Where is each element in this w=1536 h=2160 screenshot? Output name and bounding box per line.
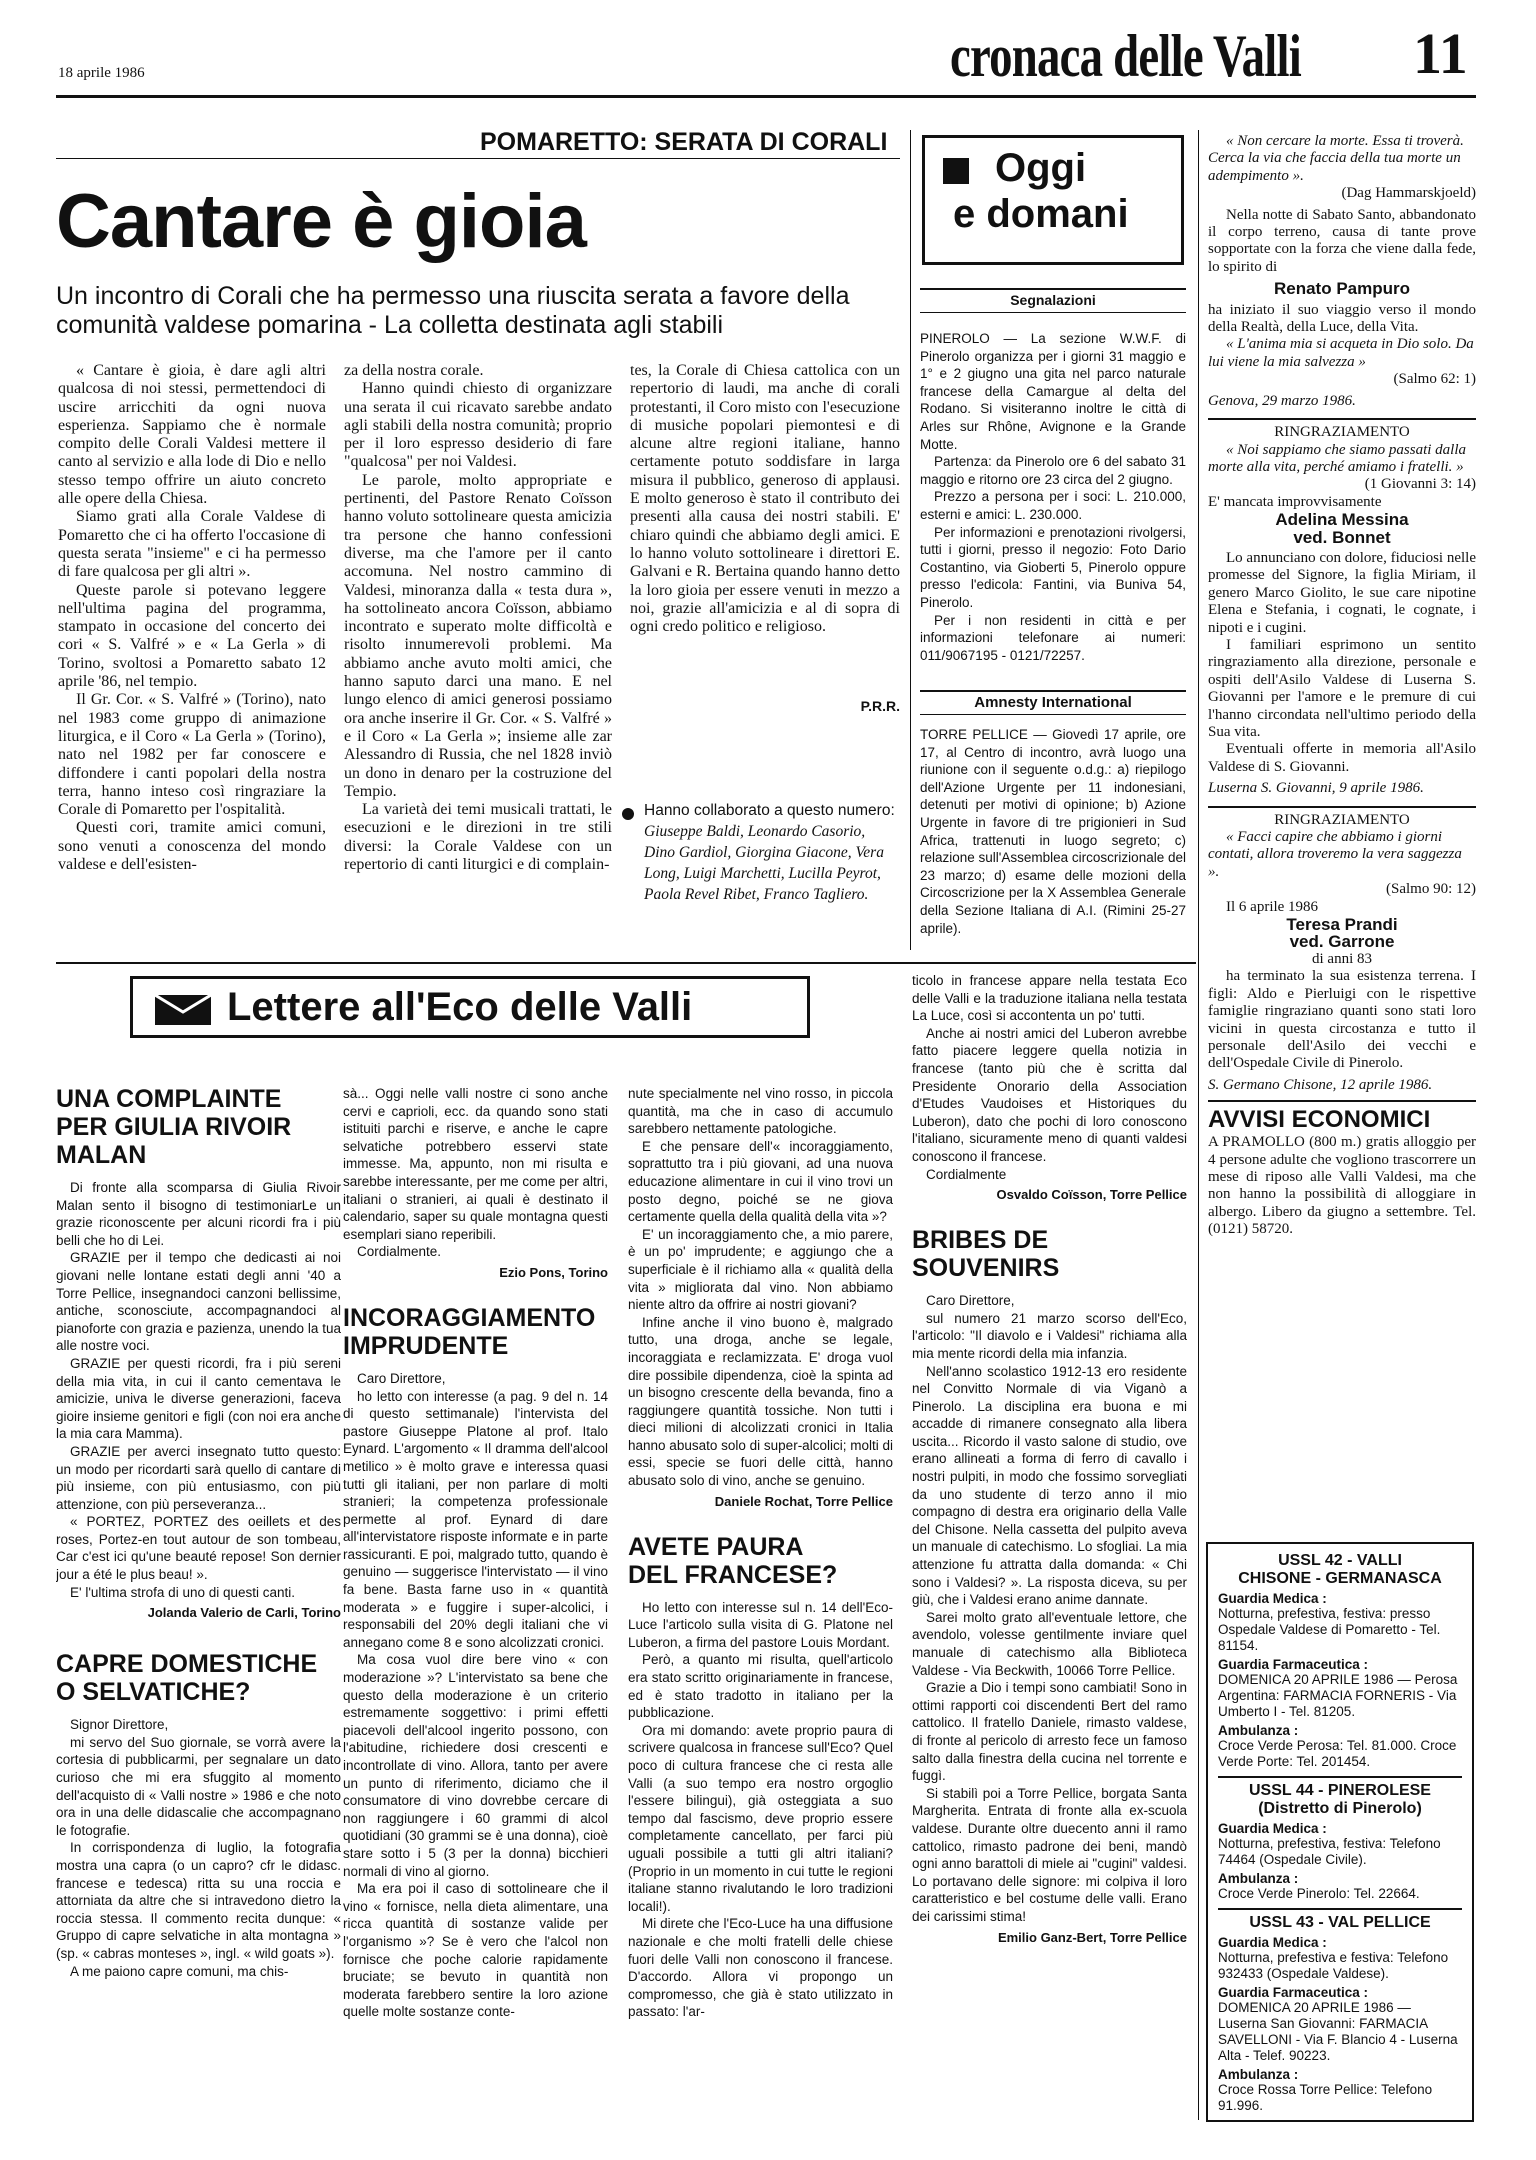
letter-signature: Daniele Rochat, Torre Pellice (714, 1493, 893, 1509)
amnesty-label: Amnesty International (974, 694, 1132, 711)
ussl-block-text: Croce Verde Pinerolo: Tel. 22664. (1218, 1886, 1420, 1901)
notice-para: Partenza: da Pinerolo ore 6 del sabato 31 maggio e ritorno ore 23 circa del 2 giugno. (920, 454, 1186, 487)
ring-title: RINGRAZIAMENTO (1274, 811, 1410, 828)
page-number: 11 (1413, 21, 1468, 86)
ring-body: Lo annunciano con dolore, fiduciosi nelle promesse del Signore, la figlia Miriam, il genero Marco Giolito, le sue care nipotine Elena e Stefania, i cognati, le cognate, i nipoti e i cugini. (1208, 549, 1476, 636)
lead-para: Queste parole si potevano leggere nell'ultima pagina del programma, stampato in occasione del concerto dei cori « S. Valfré » e « La Gerla » di Torino, svoltosi a Pomaretto sabato 12 aprile '86, nel tempio. (58, 581, 326, 691)
obit-quote-source: (Salmo 62: 1) (1393, 371, 1476, 388)
letter-signature: Ezio Pons, Torino (499, 1264, 608, 1280)
avvisi-body: A PRAMOLLO (800 m.) gratis alloggio per 4 persone adulte che vogliono trascorrere un mese di riposo alle Valli Valdesi, ma che non hanno la possibilità di alloggiare in albergo. Libero da giugno a settembre. Tel. (0121) 58720. (1208, 1134, 1476, 1238)
lead-para: Questi cori, tramite amici comuni, sono venuti a conoscenza del mondo valdese e dell'esisten- (58, 819, 326, 874)
letter-para: E' l'ultima strofa di uno di questi canti. (70, 1584, 296, 1600)
collaborators (644, 800, 900, 905)
letter-title: BRIBES DE SOUVENIRS (912, 1226, 1060, 1283)
envelope-icon (155, 995, 211, 1025)
letter-para: Ma era poi il caso di sottolineare che il vino « fornisce, nella dieta alimentare, una ricca quantità di sostanze valide per l'organismo »? Se è vero che l'alcol non fornisce che poche calorie rapidamente bruciate; se bevuto in quantità non moderata farebbero sentire la loro azione quelle molte sostanze conte- (343, 1881, 608, 2020)
letter-para: Sarei molto grato all'eventuale lettore, che avendolo, volesse gentilmente inviare quel manuale di catechismo alla Biblioteca Valdese - Via Beckwith, 10066 Torre Pellice. (912, 1609, 1187, 1678)
ussl-box (1206, 1542, 1474, 2122)
letter-title: CAPRE DOMESTICHE O SELVATICHE? (56, 1650, 318, 1707)
notice-para: PINEROLO — La sezione W.W.F. di Pinerolo organizza per i giorni 31 maggio e 1° e 2 giugno una gita nel parco naturale francese della Camargue al delta del Rodano. Si visiteranno inoltre le città di Arles sur Rhône, Avignone e la Grande Motte. (920, 331, 1186, 452)
letter-para: Cordialmente. (357, 1244, 442, 1260)
ring-quote-source: (1 Giovanni 3: 14) (1364, 476, 1476, 493)
notice-para: Prezzo a persona per i soci: L. 210.000, esterni e amici: L. 230.000. (920, 489, 1186, 522)
obit-text: Nella notte di Sabato Santo, abbandonato il corpo terreno, causa di tante prove sopportate con la forza che viene dalla fede, lo spirito di (1208, 206, 1476, 275)
letter-para: Infine anche il vino buono è, malgrado tutto, una droga, anche se legale, incoraggiata e reclamizzata. E' droga vuol dire possibile dipendenza, cioè la spinta ad un bisogno crescente della bevanda, fino a raggiungere quantità tossiche. Non tutti i dieci milioni di alcolizzati cronici in Italia hanno abusato solo di super-alcolici; molti di essi, specie se fuori delle città, hanno abusato solo di vino, anche se genuino. (628, 1314, 893, 1489)
oggi-title-1: Oggi (995, 146, 1087, 190)
ring-name: Teresa Prandi (1286, 915, 1398, 935)
ring-quote: « Facci capire che abbiamo i giorni contati, allora troveremo la vera saggezza ». (1208, 829, 1462, 880)
letter-para: ticolo in francese appare nella testata Eco delle Valli e la traduzione italiana nella testata La Luce, così si accontenta un po' tutti. (912, 973, 1187, 1024)
letter-para: ho letto con interesse (a pag. 9 del n. 14 di questo settimanale) l'intervista del pastore Giuseppe Platone al prof. Italo Eynard. L'argomento « Il dramma dell'alcool metilico » è molto grave e interessa quasi tutti gli italiani, per non parlare di molti stranieri; la competenza professionale permette al prof. Eynard di dare all'intervistatore risposte informate e in parte rassicuranti. E poi, malgrado tutto, quando è genuino — suggerisce l'intervistato — il vino fa bene. Basta farne uso in « quantità moderata » e fuggire i super-alcolici, i responsabili del 20% degli italiani che vi annegano come 8 e sono alcolizzati cronici. (343, 1388, 608, 1650)
header-rule (56, 95, 1476, 98)
divider (1208, 1100, 1476, 1102)
oggi-title-2: e domani (953, 192, 1129, 236)
lead-signature: P.R.R. (860, 698, 900, 714)
masthead: cronaca delle Valli (950, 23, 1301, 89)
letter-para: Nell'anno scolastico 1912-13 ero residente nel Convitto Normale di via Viganò a Pinerolo. La disciplina era buona e mi accadde di rimanere consegnato alla libera uscita... Ricordo il vasto salone di studio, ove erano allineati a forma di ferro di cavallo i nostri pulpiti, in modo che fossimo sorvegliati da uno studente di terzo anno il mio compagno di destra era originario della Valle del Chisone. Nella cassetta del pulpito aveva un manuale di catechismo. Lo sfogliai. La mia attenzione fu attratta dalla domanda: « Chi sono i Valdesi? ». La risposta diceva, su per giù, che i Valdesi erano anime dannate. (912, 1363, 1187, 1608)
ring-name: Adelina Messina (1275, 510, 1409, 530)
letter-signature: Osvaldo Coïsson, Torre Pellice (996, 1187, 1187, 1203)
ussl-title: USSL 42 - VALLI (1278, 1552, 1402, 1569)
lead-col-2 (344, 362, 612, 952)
ussl-subtitle: CHISONE - GERMANASCA (1238, 1570, 1442, 1587)
letter-signature: Jolanda Valerio de Carli, Torino (147, 1605, 341, 1621)
notice-para: Per informazioni e prenotazioni rivolgersi, tutti i giorni, presso il negozio: Foto Dario Costantino, via Gioberti 5, Pinerolo oppure presso l'edicola: Fantini, via Buniva 54, Pinerolo. (920, 524, 1186, 610)
lead-col-3 (630, 362, 900, 692)
letter-para: mi servo del Suo giornale, se vorrà avere la cortesia di pubblicarmi, per segnalare un dato curioso che mi era sfuggito al momento dell'acquisto di « Valli nostre » 1986 e che noto ora in una delle didascalie che accompagnano le fotografie. (56, 1734, 341, 1838)
letter-para: Si stabilì poi a Torre Pellice, borgata Santa Margherita. Entrata di fronte alla ex-scuola valdese. Durante oltre duecento anni il ramo cattolico, rimasto padrone dei beni, mandò ogni anno barattoli di miele ai "cugini" valdesi. Lo portavano delle signore: mi colpiva il loro caratteristico e bel costume delle valli. Erano dei carissimi stima! (912, 1785, 1187, 1924)
quote-source: (Dag Hammarskjoeld) (1341, 185, 1476, 202)
collab-names: Giuseppe Baldi, Leonardo Casorio, Dino Gardiol, Giorgina Giacone, Vera Long, Luigi Marchetti, Lucilla Peyrot, Paola Revel Ribet, Franco Tagliero. (644, 823, 884, 903)
segnalazioni-label: Segnalazioni (1010, 292, 1096, 308)
lettere-title: Lettere all'Eco delle Valli (227, 985, 693, 1029)
avvisi-title: AVVISI ECONOMICI (1208, 1106, 1431, 1134)
ussl-block-heading: Guardia Farmaceutica : (1218, 1985, 1369, 2000)
collab-intro: Hanno collaborato a questo numero: (644, 802, 895, 819)
letter-para: A me paiono capre comuni, ma chis- (70, 1963, 289, 1979)
obit-text: ha iniziato il suo viaggio verso il mondo della Realtà, della Luce, della Vita. (1208, 301, 1476, 336)
obit-place: Genova, 29 marzo 1986. (1208, 392, 1356, 409)
letter-para: Grazie a Dio i tempi sono cambiati! Sono in ottimi rapporti coi discendenti Bert del ramo cattolico. Il fratello Daniele, rimasto valdese, di fronte al pericolo di arresto fece un famoso salto dalla finestra della cucina nel torrente e fuggì. (912, 1680, 1187, 1784)
ring-intro: E' mancata improvvisamente (1208, 493, 1382, 510)
lead-para: Il Gr. Cor. « S. Valfré » (Torino), nato nel 1983 come gruppo di animazione liturgica, e il Coro « La Gerla » (Torino), nato nel 1982 per far conoscere e diffondere i canti popolari della nostra terra, hanno inteso così ringraziare la Corale di Pomaretto per l'ospitalità. (58, 691, 326, 819)
ring-name: ved. Garrone (1289, 932, 1395, 952)
notice-para: TORRE PELLICE — Giovedì 17 aprile, ore 17, al Centro di incontro, avrà luogo una riunione con il seguente o.d.g.: a) riepilogo dell'Azione Urgente per 11 indonesiani, detenuti per motivi di opinione; b) Azione Urgente in favore di tre prigionieri in Sud Africa, trattenuti in luogo segreto; c) relazione sull'Assemblea circoscrizionale del 23 marzo; d) esame delle mozioni della Circoscrizione per la X Assemblea Generale della Sezione Italiana di A.I. (Rimini 25-27 aprile). (920, 727, 1186, 936)
ring-body: Eventuali offerte in memoria all'Asilo Valdese di S. Giovanni. (1208, 741, 1476, 775)
amnesty-notice (920, 726, 1186, 952)
ring-place: Luserna S. Giovanni, 9 aprile 1986. (1208, 780, 1424, 797)
letter-para: sà... Oggi nelle valli nostre ci sono anche cervi e caprioli, ecc. da quando sono stati istituiti parchi e riserve, e anche le capre selvatiche potrebbero esservi state immesse. Ma, appunto, non mi risulta e sarebbe interessante, per me come per altri, italiani o stranieri, ai quali è destinato il calendario, saper su quale montagna questi esemplari siano reperibili. (343, 1086, 608, 1242)
letter-title: AVETE PAURA DEL FRANCESE? (628, 1532, 838, 1589)
letter-para: Ora mi domando: avete proprio paura di scrivere qualcosa in francese sull'Eco? Quel poco di cultura francese che ci resta alle Valli (a suo tempo era nostro orgoglio l'essere bilingui), già osteggiata a suo tempo dal fascismo, deve proprio essere completamente cancellato, per farci più uguali possibile a tutti gli altri italiani? (Proprio in un momento in cui tutte le regioni italiane stanno rivalutando le loro tradizioni locali!). (628, 1722, 893, 1914)
ring-place: S. Germano Chisone, 12 aprile 1986. (1208, 1076, 1433, 1093)
notice-para: Per i non residenti in città e per informazioni telefonare ai numeri: 011/9067195 - 0121/72257. (920, 612, 1186, 663)
lead-para: tes, la Corale di Chiesa cattolica con un repertorio di laudi, ma anche di corali protestanti, il Coro misto con l'esecuzione di musiche popolari piemontesi e di alcune altre regioni italiane, hanno certamente potuto soddisfare in larga misura il pubblico, generoso di applausi. E molto generoso è stato il contributo dei presenti alla causa dei nostri stabili. E' chiaro quindi che abbiamo degli amici. E lo hanno voluto sottolineare i direttori E. Galvani e R. Bertaina quando hanno detto la loro gioia per essere venuti in mezzo a noi, grazie all'amicizia e al di sopra di ogni credo politico e religioso. (630, 362, 900, 636)
ring-date: Il 6 aprile 1986 (1226, 898, 1319, 915)
letter-signature: Emilio Ganz-Bert, Torre Pellice (997, 1929, 1187, 1945)
ring-name: ved. Bonnet (1293, 527, 1391, 547)
ring-age: di anni 83 (1312, 950, 1372, 967)
letter-para: GRAZIE per averci insegnato tutto questo: un modo per ricordarti sarà quello di cantare di più insieme, con più entusiasmo, con più attenzione, con più perseveranza... (56, 1443, 341, 1512)
letter-para: Anche ai nostri amici del Luberon avrebbe fatto piacere leggere quella notizia in francese (tanto più che è scritta dal Presidente Onorario della Association d'Etudes Vaudoises et Historiques du Luberon), dato che pochi di loro conoscono l'italiano, sicuramente meno di quanti valdesi conoscono il francese. (912, 1025, 1187, 1164)
ussl-block-text: DOMENICA 20 APRILE 1986 — Luserna San Giovanni: FARMACIA SAVELLONI - Via F. Blancio 4 - Luserna Alta - Telef. 90223. (1218, 2000, 1458, 2063)
segn-rule-2 (920, 312, 1186, 313)
divider (1208, 418, 1476, 420)
letter-para: Ma cosa vuol dire bere vino « con moderazione »? L'intervistato sa bene che questo della moderazione è un criterio estremamente soggettivo: i primi effetti piacevoli dell'alcool ingerito possono, con l'abitudine, richiedere dosi crescenti e incontrollate di vino. Allora, tanto per avere un punto di riferimento, diciamo che il consumatore di vino dovrebbe cercare di non raggiungere i 60 grammi di alcol quotidiani (30 grammi se è una donna), cioè stare sotto i 5 (3 per la donna) bicchieri normali di vino al giorno. (343, 1652, 608, 1879)
page-date: 18 aprile 1986 (58, 65, 145, 81)
col-rule (910, 130, 911, 950)
ussl-title: USSL 43 - VAL PELLICE (1218, 1908, 1462, 1932)
kicker: POMARETTO: SERATA DI CORALI (480, 128, 888, 156)
ussl-block-text: Notturna, prefestiva, festiva: Telefono 74464 (Ospedale Civile). (1218, 1836, 1441, 1867)
letter-para: E che pensare dell'« incoraggiamento, soprattutto tra i più giovani, ad una nuova educazione alimentare in cui il vino trovi un posto degno, poiché se ne giova certamente quella della qualità della vita »? (628, 1138, 893, 1225)
lettere-col-4 (912, 972, 1187, 2152)
lettere-col-2 (343, 1085, 608, 2155)
letter-title: INCORAGGIAMENTO IMPRUDENTE (343, 1303, 596, 1360)
lead-para: « Cantare è gioia, è dare agli altri qualcosa di noi stessi, permettendoci di uscire arricchiti da ogni nuova esperienza. Sappiamo che è normale compito delle Corali Valdesi mettere il canto al servizio e alla lode di Dio e nello stesso tempo offrire un aiuto concreto alle opere della Chiesa. (58, 362, 326, 508)
letter-para: GRAZIE per il tempo che dedicasti ai noi giovani nelle lontane estati degli anni '40 a Torre Pellice, insegnandoci canzoni bellissime, antiche, sconosciute, accompagnandoci al pianoforte con grazia e pazienza, unendo la tua alle nostre voci. (56, 1250, 341, 1354)
ring-body: ha terminato la sua esistenza terrena. I figli: Aldo e Pierluigi con le rispettive famiglie ringraziano quanti sono stati loro vicini in questa circostanza e tutto il personale dell'Asilo dei vecchi e dell'Ospedale Civile di Pinerolo. (1208, 968, 1476, 1072)
lettere-col-3 (628, 1085, 893, 2155)
ussl-block-heading: Ambulanza : (1218, 1871, 1299, 1886)
ussl-subtitle: (Distretto di Pinerolo) (1258, 1800, 1422, 1817)
ring-quote-source: (Salmo 90: 12) (1386, 881, 1476, 898)
divider (1208, 806, 1476, 808)
section-rule (56, 962, 1196, 964)
obit-name: Renato Pampuro (1273, 279, 1411, 299)
amnesty-rule-2 (920, 714, 1186, 715)
lead-para: Siamo grati alla Corale Valdese di Pomaretto che ci ha offerto l'occasione di questa serata "insieme" e ci ha permesso di fare qualcosa per gli altri ». (58, 508, 326, 581)
lead-col-1 (58, 362, 326, 952)
ring-quote: « Noi sappiamo che siamo passati dalla morte alla vita, perché amiamo i fratelli. » (1208, 441, 1467, 475)
lead-para: La varietà dei temi musicali trattati, le esecuzioni e le direzioni in tre stili diversi: la Corale Valdese con un repertorio di canti liturgici e di complain- (344, 801, 612, 874)
lead-para: Le parole, molto appropriate e pertinenti, del Pastore Renato Coïsson hanno voluto sottolineare questa amicizia tra persone che hanno confessioni diverse, ma che l'amore per il canto accomuna. Nel nostro cammino di Valdesi, minoranza dalla « testa dura », ha sottolineato ancora Coïsson, abbiamo incontrato e superato molte difficoltà e risolto innumerevoli problemi. Ma abbiamo anche avuto molti amici, che hanno saputo darci una mano. E nel lungo elenco di amici generosi possiamo ora anche inserire il Gr. Cor. « S. Valfré » e il Coro « La Gerla »; insieme alle zar Alessandro di Russia, che nel 1828 inviò un dono in denaro per la costruzione del Tempio. (344, 471, 612, 800)
lead-para: za della nostra corale. (344, 362, 484, 379)
ussl-block-heading: Ambulanza : (1218, 1723, 1299, 1738)
letter-para: Caro Direttore, (926, 1293, 1015, 1309)
letter-para: nute specialmente nel vino rosso, in piccola quantità, ma che in caso di accumulo sarebbero nettamente patologiche. (628, 1086, 893, 1137)
letter-para: Signor Direttore, (70, 1717, 169, 1733)
kicker-rule (56, 158, 900, 159)
ussl-title: USSL 44 - PINEROLESE (1218, 1776, 1462, 1800)
lettere-banner (130, 976, 810, 1038)
ussl-block-text: Notturna, prefestiva e festiva: Telefono 932433 (Ospedale Valdese). (1218, 1950, 1449, 1981)
ussl-block-heading: Guardia Farmaceutica : (1218, 1657, 1369, 1672)
ussl-block-heading: Ambulanza : (1218, 2067, 1299, 2082)
pinerolo-notice (920, 330, 1186, 678)
segn-rule (920, 288, 1186, 290)
ussl-block-text: Croce Rossa Torre Pellice: Telefono 91.996. (1218, 2082, 1433, 2113)
letter-para: Però, a quanto mi risulta, quell'articolo era stato scritto originariamente in francese, ed è stato tradotto in italiano per la pubblicazione. (628, 1652, 893, 1721)
letter-para: Mi direte che l'Eco-Luce ha una diffusione nazionale e che molti fratelli delle chiese fuori delle Valli non conoscono il francese. D'accordo. Allora vi propongo un compromesso, che già è stato utilizzato in passato: l'ar- (628, 1916, 893, 2020)
letter-title: UNA COMPLAINTE PER GIULIA RIVOIR MALAN (56, 1085, 292, 1169)
letter-para: Caro Direttore, (357, 1370, 446, 1386)
collab-bullet (622, 808, 634, 820)
letter-para: Cordialmente (926, 1166, 1007, 1182)
ussl-block-text: Notturna, prefestiva, festiva: presso Ospedale Valdese di Pomaretto - Tel. 81154. (1218, 1606, 1441, 1653)
oggi-box (922, 135, 1184, 265)
ussl-block-text: Croce Verde Perosa: Tel. 81.000. Croce Verde Porte: Tel. 201454. (1218, 1738, 1457, 1769)
headline: Cantare è gioia (56, 179, 586, 264)
letter-para: In corrispondenza di luglio, la fotografia mostra una capra (o un capro? cfr le didasc. francese e tedesca) ritta su una roccia e attorniata da altre che si intravedono dietro la roccia stessa. Il commento recita dunque: « Gruppo di capre selvatiche in alta montagna » (sp. « cabras monteses », ingl. « wild goats »). (56, 1840, 341, 1961)
subhead: Un incontro di Corali che ha permesso una riuscita serata a favore della comunità valdese pomarina - La colletta destinata agli stabili (56, 282, 850, 339)
ring-body: I familiari esprimono un sentito ringraziamento alla direzione, personale e ospiti dell'Asilo Valdese di Luserna S. Giovanni per l'amore e le premure di cui l'hanno circondata nell'ultimo periodo della Sua vita. (1208, 636, 1476, 740)
letter-para: sul numero 21 marzo scorso dell'Eco, l'articolo: "Il diavolo e i Valdesi" richiama alla mia mente ricordi della mia infanzia. (912, 1310, 1187, 1361)
letter-para: Ho letto con interesse sul n. 14 dell'Eco-Luce l'articolo sulla visita di G. Platone nel Luberon, a firma del pastore Louis Mordant. (628, 1599, 893, 1650)
obit-quote: « L'anima mia si acqueta in Dio solo. Da lui viene la mia salvezza » (1208, 336, 1474, 370)
ring-title: RINGRAZIAMENTO (1274, 424, 1410, 441)
ussl-block-text: DOMENICA 20 APRILE 1986 — Perosa Argentina: FARMACIA FORNERIS - Via Umberto I - Tel. 81205. (1218, 1672, 1458, 1719)
ussl-block-heading: Guardia Medica : (1218, 1935, 1327, 1950)
quote: « Non cercare la morte. Essa ti troverà. Cerca la via che faccia della tua morte un adempimento ». (1208, 133, 1464, 184)
col-rule (1198, 130, 1199, 2120)
lead-para: Hanno quindi chiesto di organizzare una serata il cui ricavato sarebbe andato agli stabili della nostra comunità; proprio per il loro espresso desiderio di fare "qualcosa" per noi Valdesi. (344, 380, 612, 471)
letter-para: Di fronte alla scomparsa di Giulia Rivoir Malan sento il bisogno di testimoniarLe un grazie riconoscente per alcuni ricordi fra i più belli che ho di Lei. (56, 1180, 341, 1248)
letter-para: GRAZIE per questi ricordi, fra i più sereni della mia vita, in cui il canto cementava le amicizie, univa le diverse generazioni, faceva gioire insieme genitori e figli (con noi era anche la mia cara Mamma). (56, 1355, 341, 1442)
right-column (1208, 133, 1476, 1239)
letter-para: « PORTEZ, PORTEZ des oeillets et des roses, Portez-en tout autour de son tombeau, Car c'est ici qu'une beauté repose! Son dernier jour a été le plus beau! ». (56, 1514, 341, 1583)
ussl-block-heading: Guardia Medica : (1218, 1591, 1327, 1606)
square-icon (943, 158, 969, 184)
lettere-col-1 (56, 1085, 341, 2155)
ussl-block-heading: Guardia Medica : (1218, 1821, 1327, 1836)
amnesty-rule (920, 690, 1186, 692)
letter-para: E' un incoraggiamento che, a mio parere, è un po' imprudente; e aggiungo che a superficiale è il richiamo alla « qualità della vita » migliorata dal vino. Non abbiamo niente altro da offrire ai nostri giovani? (628, 1226, 893, 1313)
